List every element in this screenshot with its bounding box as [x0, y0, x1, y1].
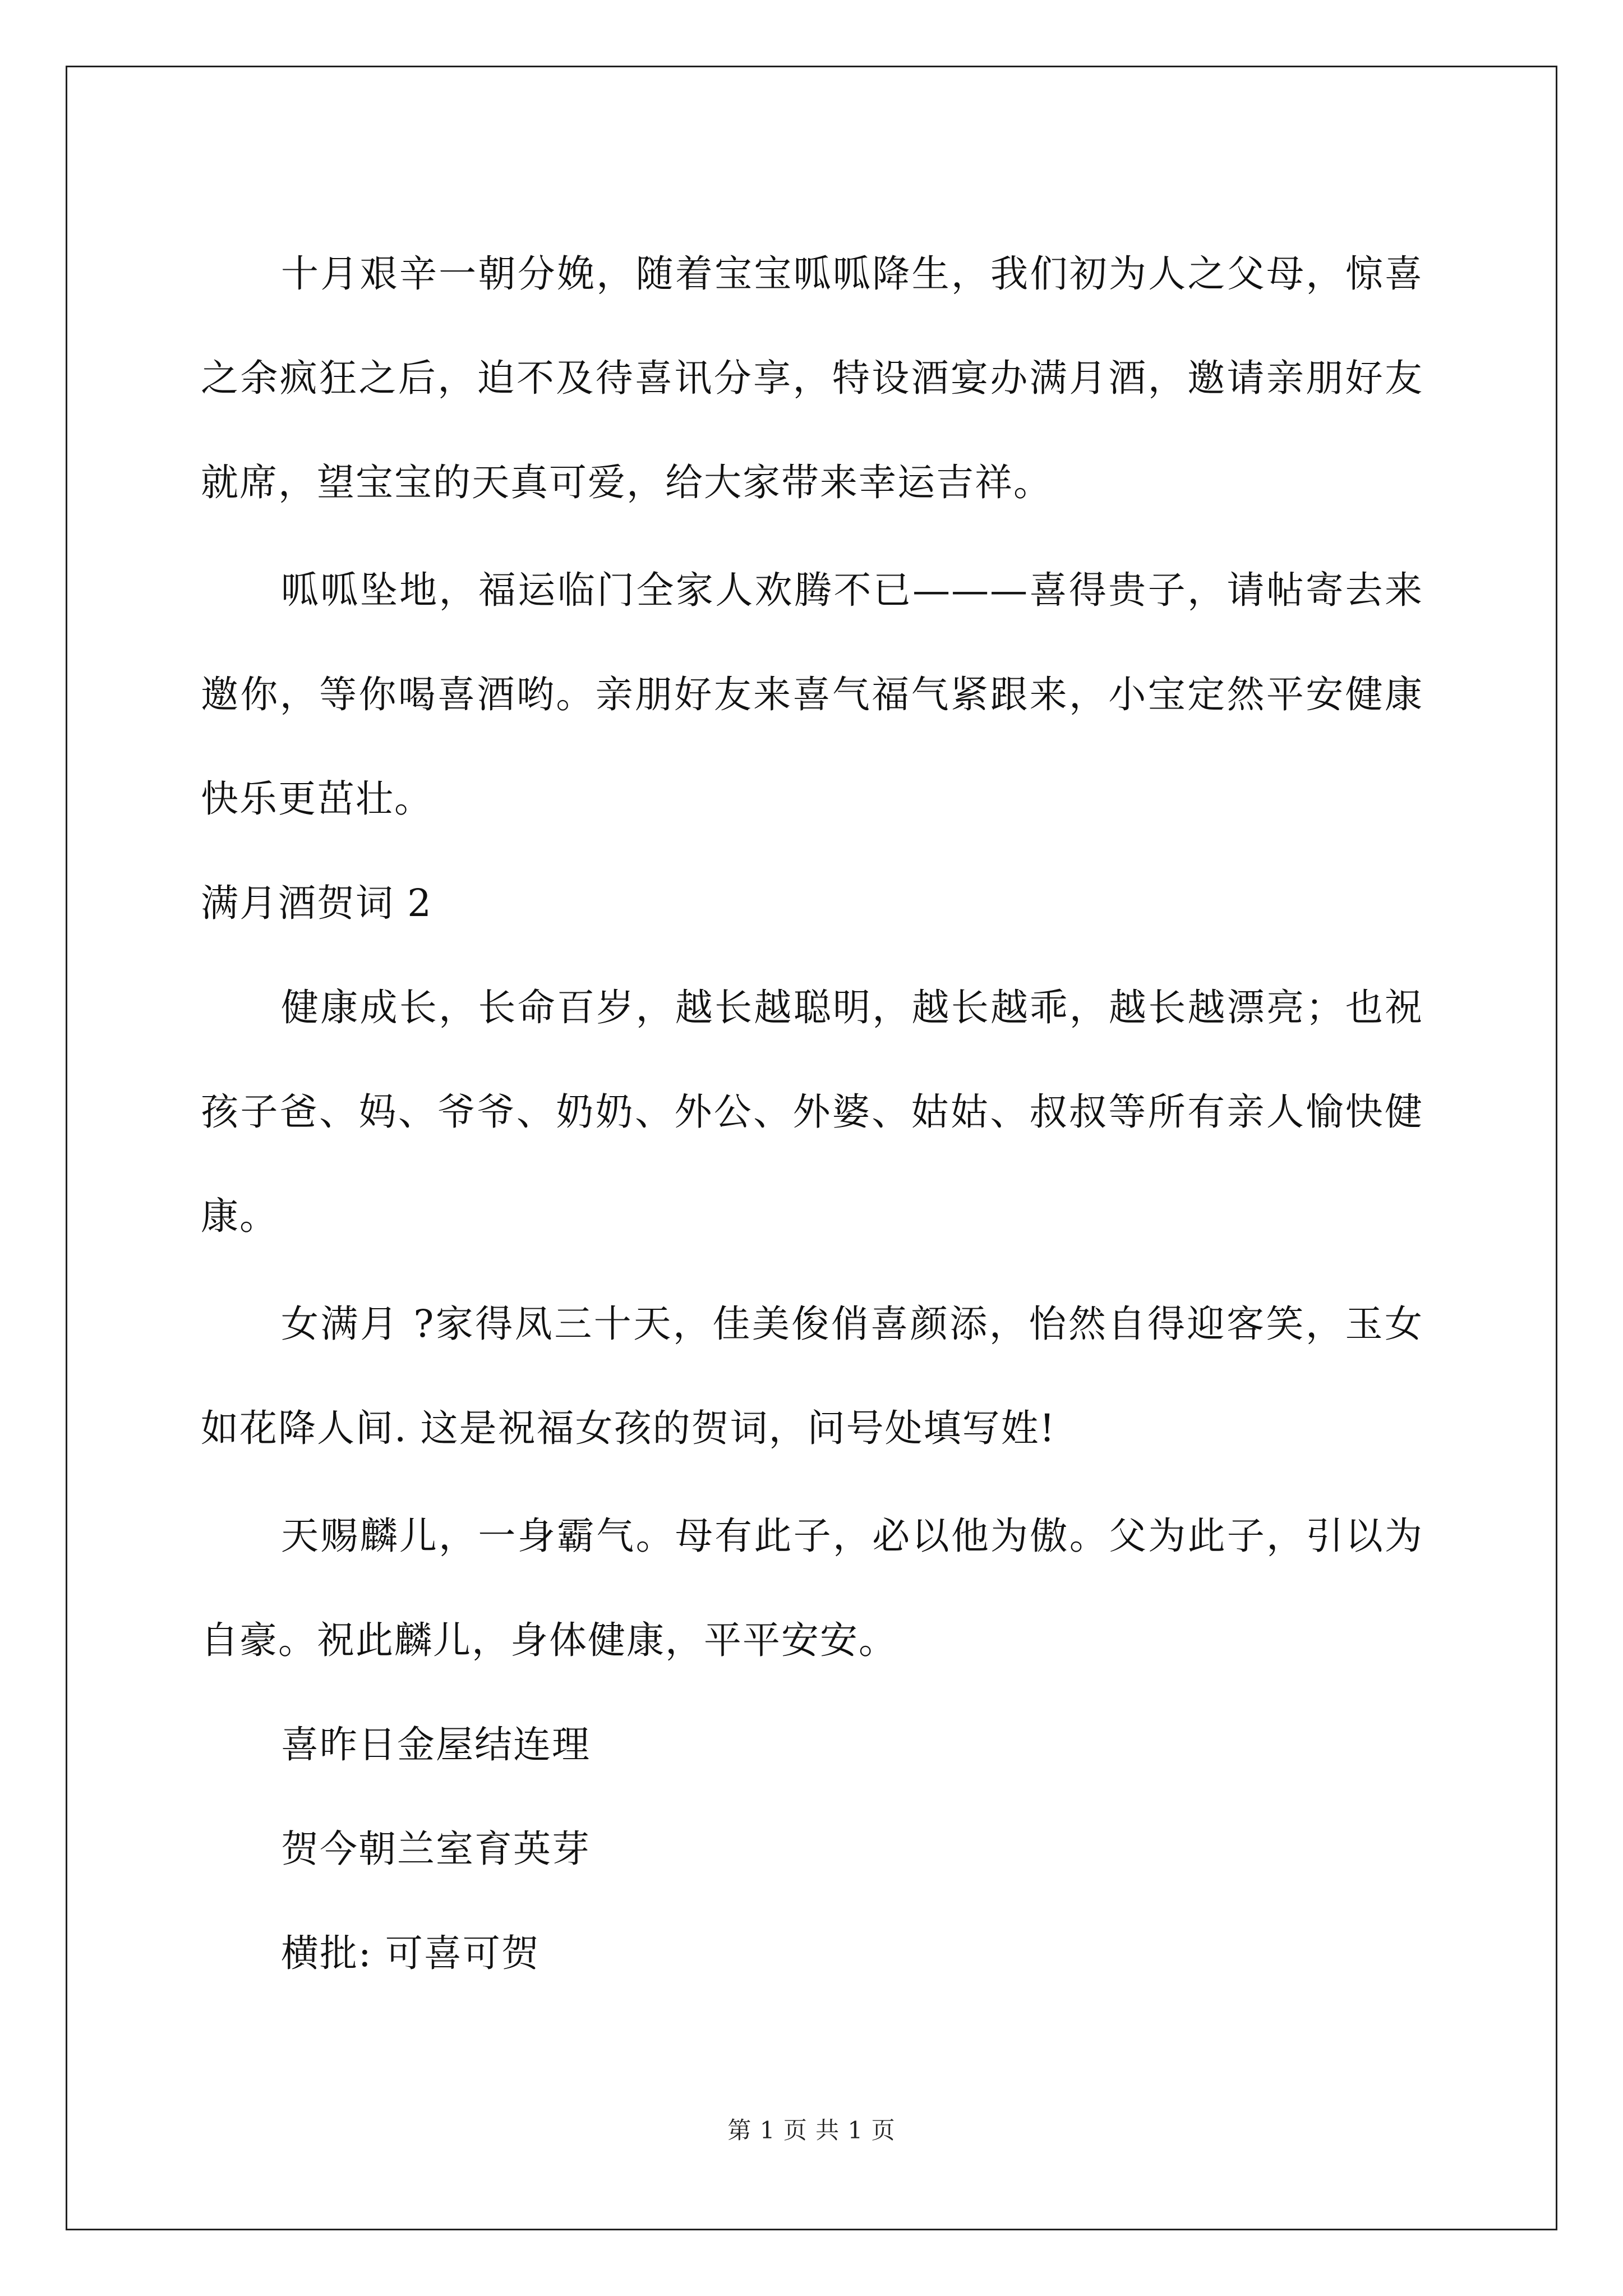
section-heading: 满月酒贺词 2 [201, 881, 432, 925]
couplet-line-2: 贺今朝兰室育英芽 [281, 1827, 591, 1871]
paragraph-4: 女满月 ?家得凤三十天，佳美俊俏喜颜添，怡然自得迎客笑，玉女如花降人间. 这是祝福女孩的贺词，问号处填写姓! [201, 1302, 1423, 1450]
paragraph-2: 呱呱坠地，福运临门全家人欢腾不已———喜得贵子，请帖寄去来邀你，等你喝喜酒哟。亲朋好友来喜气福气紧跟来，小宝定然平安健康快乐更茁壮。 [201, 568, 1423, 821]
document-body [201, 222, 1423, 2005]
couplet-line-1: 喜昨日金屋结连理 [281, 1723, 591, 1766]
paragraph-1: 十月艰辛一朝分娩，随着宝宝呱呱降生，我们初为人之父母，惊喜之余疯狂之后，迫不及待喜讯分享，特设酒宴办满月酒，邀请亲朋好友就席，望宝宝的天真可爱，给大家带来幸运吉祥。 [201, 252, 1423, 504]
paragraph-3: 健康成长，长命百岁，越长越聪明，越长越乖，越长越漂亮；也祝孩子爸、妈、爷爷、奶奶、外公、外婆、姑姑、叔叔等所有亲人愉快健康。 [201, 986, 1423, 1238]
paragraph-5: 天赐麟儿，一身霸气。母有此子，必以他为傲。父为此子，引以为自豪。祝此麟儿，身体健康，平平安安。 [201, 1514, 1423, 1662]
couplet-banner: 横批: 可喜可贺 [281, 1931, 540, 1975]
page-footer: 第 1 页 共 1 页 [727, 2116, 896, 2144]
